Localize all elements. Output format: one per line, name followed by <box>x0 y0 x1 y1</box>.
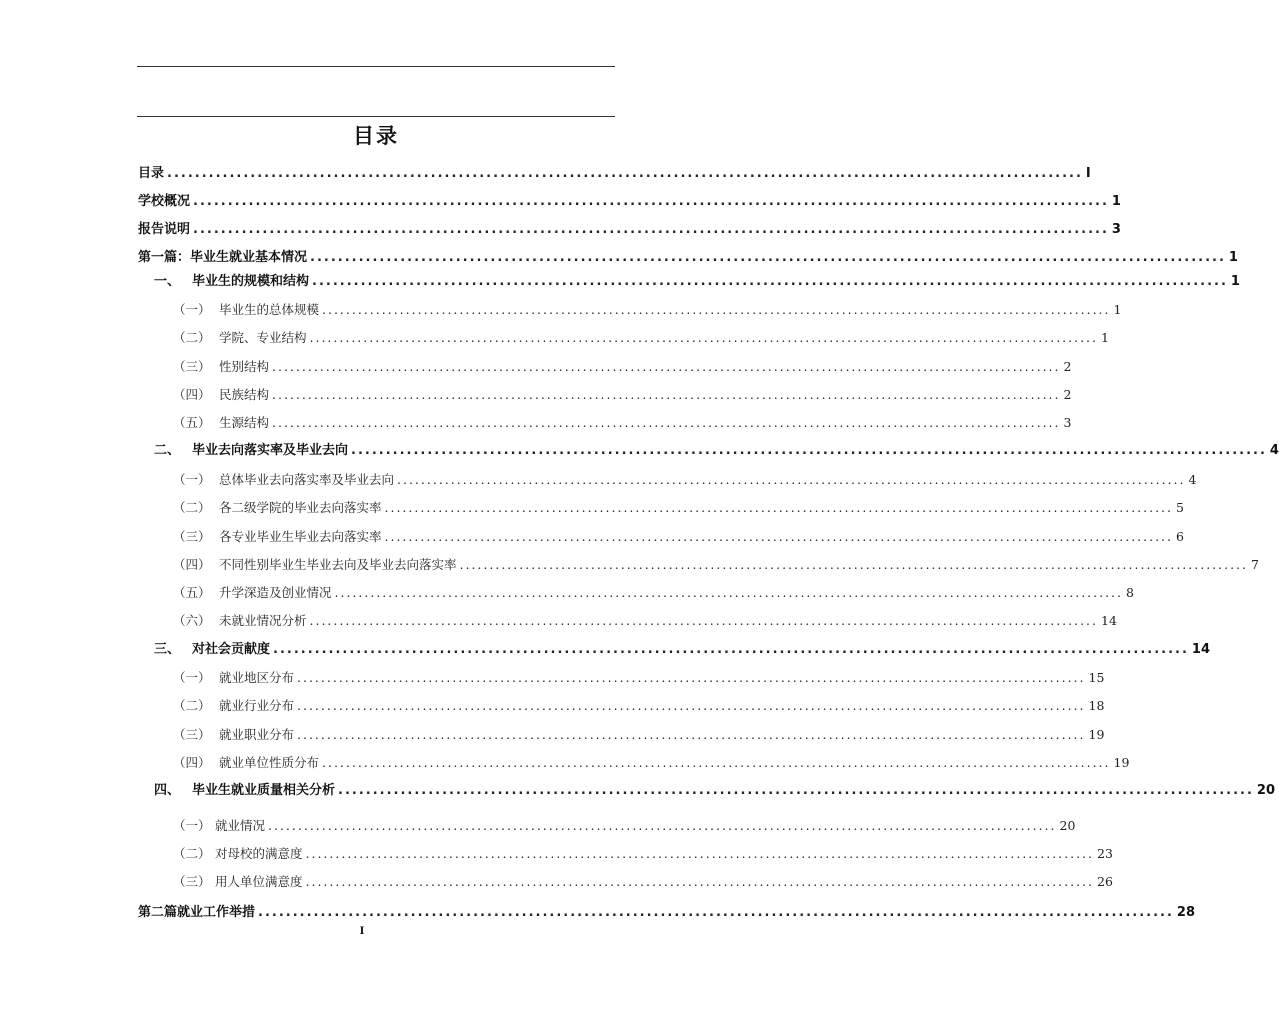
toc-entry-label: 用人单位满意度 <box>215 874 303 889</box>
toc-entry-label: 就业行业分布 <box>219 698 295 713</box>
toc-entry[interactable] <box>138 248 1238 268</box>
toc-entry-label: 不同性别毕业生毕业去向及毕业去向落实率 <box>219 557 457 572</box>
toc-entry-number: 一、 <box>154 274 181 289</box>
toc-entry[interactable] <box>138 220 1121 240</box>
toc-entry-number: （二） <box>173 698 211 713</box>
toc-entry[interactable] <box>173 527 1184 547</box>
toc-entry-page: 3 <box>1063 415 1072 430</box>
toc-entry-page: 1 <box>1111 194 1121 209</box>
toc-entry-number: 四、 <box>154 783 181 798</box>
toc-entry-page: 1 <box>1228 250 1238 265</box>
toc-leader-dots: .................................................................................................................................... <box>312 274 1228 289</box>
toc-entry-page: 6 <box>1176 529 1184 544</box>
toc-entry-label: 毕业生的总体规模 <box>219 302 320 317</box>
toc-entry-number: （二） <box>173 330 211 345</box>
toc-entry[interactable] <box>138 903 1195 923</box>
toc-entry[interactable] <box>138 164 1091 184</box>
toc-entry[interactable] <box>173 300 1122 320</box>
toc-entry-number: 二、 <box>154 443 181 458</box>
toc-entry-number: （四） <box>173 755 211 770</box>
toc-entry-label: 就业情况 <box>215 818 266 833</box>
toc-entry[interactable] <box>173 725 1105 745</box>
toc-entry-label: 就业职业分布 <box>219 727 295 742</box>
toc-entry-label: 毕业去向落实率及毕业去向 <box>192 443 349 458</box>
toc-entry-page: 1 <box>1230 274 1240 289</box>
toc-leader-dots: .................................................................................................................................... <box>297 727 1086 742</box>
toc-entry[interactable] <box>150 441 1279 461</box>
toc-leader-dots: .................................................................................................................................... <box>258 905 1174 920</box>
toc-entry-page: 19 <box>1088 727 1105 742</box>
toc-entry-label: 性别结构 <box>219 359 270 374</box>
toc-entry-page: 2 <box>1063 387 1072 402</box>
toc-entry[interactable] <box>150 272 1240 292</box>
toc-leader-dots: .................................................................................................................................... <box>322 755 1111 770</box>
toc-leader-dots: .................................................................................................................................... <box>193 222 1109 237</box>
toc-entry[interactable] <box>173 696 1105 716</box>
toc-entry-number: （三） <box>173 359 211 374</box>
toc-leader-dots: .................................................................................................................................... <box>384 529 1174 544</box>
toc-entry[interactable] <box>173 583 1134 603</box>
page-number: I <box>359 926 365 937</box>
toc-entry-label: 报告说明 <box>138 222 191 237</box>
toc-leader-dots: .................................................................................................................................... <box>305 846 1095 861</box>
toc-entry-page: 2 <box>1063 359 1072 374</box>
toc-entry-page: 14 <box>1101 613 1117 628</box>
toc-leader-dots: .................................................................................................................................... <box>309 613 1099 628</box>
toc-entry[interactable] <box>173 753 1130 773</box>
toc-leader-dots: .................................................................................................................................... <box>338 783 1254 798</box>
toc-entry[interactable] <box>173 385 1072 405</box>
toc-entry[interactable] <box>173 328 1109 348</box>
toc-entry-page: 28 <box>1176 905 1195 920</box>
toc-entry-number: （二） <box>173 500 211 515</box>
toc-leader-dots: .................................................................................................................................... <box>397 472 1186 487</box>
toc-entry-label: 第一篇：毕业生就业基本情况 <box>138 250 308 265</box>
toc-entry-number: 三、 <box>154 642 181 657</box>
toc-entry[interactable] <box>173 470 1197 490</box>
toc-heading: 目录 <box>353 124 399 148</box>
toc-leader-dots: .................................................................................................................................... <box>297 698 1086 713</box>
toc-leader-dots: .................................................................................................................................... <box>305 874 1095 889</box>
toc-entry-number: （五） <box>173 585 211 600</box>
toc-entry-number: （三） <box>173 529 211 544</box>
toc-entry-label: 各二级学院的毕业去向落实率 <box>219 500 382 515</box>
toc-entry-label: 毕业生的规模和结构 <box>192 274 310 289</box>
toc-leader-dots: .................................................................................................................................... <box>351 443 1267 458</box>
toc-entry-number: （一） <box>173 670 211 685</box>
toc-entry[interactable] <box>173 668 1105 688</box>
toc-leader-dots: .................................................................................................................................... <box>334 585 1124 600</box>
toc-entry-number: （三） <box>173 727 211 742</box>
toc-entry-number: （四） <box>173 557 211 572</box>
toc-entry-page: 1 <box>1113 302 1122 317</box>
toc-leader-dots: .................................................................................................................................... <box>167 166 1083 181</box>
toc-entry-number: （六） <box>173 613 211 628</box>
toc-leader-dots: .................................................................................................................................... <box>309 330 1099 345</box>
toc-entry-label: 升学深造及创业情况 <box>219 585 332 600</box>
toc-entry-label: 对社会贡献度 <box>192 642 271 657</box>
toc-entry-label: 就业单位性质分布 <box>219 755 320 770</box>
toc-entry-number: （四） <box>173 387 211 402</box>
toc-entry-number: （一） <box>173 472 211 487</box>
toc-entry[interactable] <box>173 357 1072 377</box>
toc-entry-label: 总体毕业去向落实率及毕业去向 <box>219 472 395 487</box>
toc-entry-page: 4 <box>1188 472 1197 487</box>
toc-entry-page: 20 <box>1256 783 1275 798</box>
toc-leader-dots: .................................................................................................................................... <box>272 415 1061 430</box>
toc-entry-label: 民族结构 <box>219 387 270 402</box>
toc-leader-dots: .................................................................................................................................... <box>459 557 1249 572</box>
toc-entry-number: （三） <box>173 874 211 889</box>
toc-entry[interactable] <box>173 844 1113 864</box>
toc-entry-number: （五） <box>173 415 211 430</box>
toc-leader-dots: .................................................................................................................................... <box>193 194 1109 209</box>
toc-entry-page: 5 <box>1176 500 1184 515</box>
toc-entry[interactable] <box>173 611 1117 631</box>
toc-leader-dots: .................................................................................................................................... <box>384 500 1174 515</box>
toc-entry-page: 23 <box>1097 846 1113 861</box>
toc-leader-dots: .................................................................................................................................... <box>297 670 1086 685</box>
toc-entry-label: 各专业毕业生毕业去向落实率 <box>219 529 382 544</box>
toc-leader-dots: .................................................................................................................................... <box>310 250 1226 265</box>
toc-entry-label: 生源结构 <box>219 415 270 430</box>
toc-leader-dots: .................................................................................................................................... <box>322 302 1111 317</box>
toc-leader-dots: .................................................................................................................................... <box>272 359 1061 374</box>
toc-entry-page: 26 <box>1097 874 1113 889</box>
toc-entry-label: 第二篇就业工作举措 <box>138 905 256 920</box>
toc-leader-dots: .................................................................................................................................... <box>273 642 1189 657</box>
toc-entry[interactable] <box>150 781 1275 801</box>
toc-entry[interactable] <box>138 192 1121 212</box>
toc-entry-page: 19 <box>1113 755 1130 770</box>
toc-entry-label: 毕业生就业质量相关分析 <box>192 783 336 798</box>
toc-entry[interactable] <box>173 555 1259 575</box>
toc-entry[interactable] <box>173 816 1076 836</box>
toc-entry-page: 4 <box>1269 443 1279 458</box>
toc-entry-page: 7 <box>1251 557 1259 572</box>
toc-entry-page: 3 <box>1111 222 1121 237</box>
toc-entry-label: 学校概况 <box>138 194 191 209</box>
toc-leader-dots: .................................................................................................................................... <box>272 387 1061 402</box>
toc-entry-label: 对母校的满意度 <box>215 846 303 861</box>
toc-entry-page: 15 <box>1088 670 1105 685</box>
toc-entry-label: 未就业情况分析 <box>219 613 307 628</box>
toc-entry-page: 18 <box>1088 698 1105 713</box>
toc-entry-label: 学院、专业结构 <box>219 330 307 345</box>
toc-entry-number: （一） <box>173 302 211 317</box>
toc-entry-label: 目录 <box>138 166 165 181</box>
toc-entry-page: 14 <box>1191 642 1210 657</box>
toc-entry-page: I <box>1085 166 1091 181</box>
toc-entry-page: 8 <box>1126 585 1134 600</box>
toc-entry-number: （一） <box>173 818 211 833</box>
toc-entry-page: 1 <box>1101 330 1109 345</box>
toc-entry[interactable] <box>150 640 1210 660</box>
toc-leader-dots: .................................................................................................................................... <box>268 818 1057 833</box>
toc-entry-page: 20 <box>1059 818 1076 833</box>
toc-entry[interactable] <box>173 872 1113 892</box>
toc-entry-label: 就业地区分布 <box>219 670 295 685</box>
toc-entry[interactable] <box>173 498 1184 518</box>
toc-entry[interactable] <box>173 413 1072 433</box>
toc-entry-number: （二） <box>173 846 211 861</box>
